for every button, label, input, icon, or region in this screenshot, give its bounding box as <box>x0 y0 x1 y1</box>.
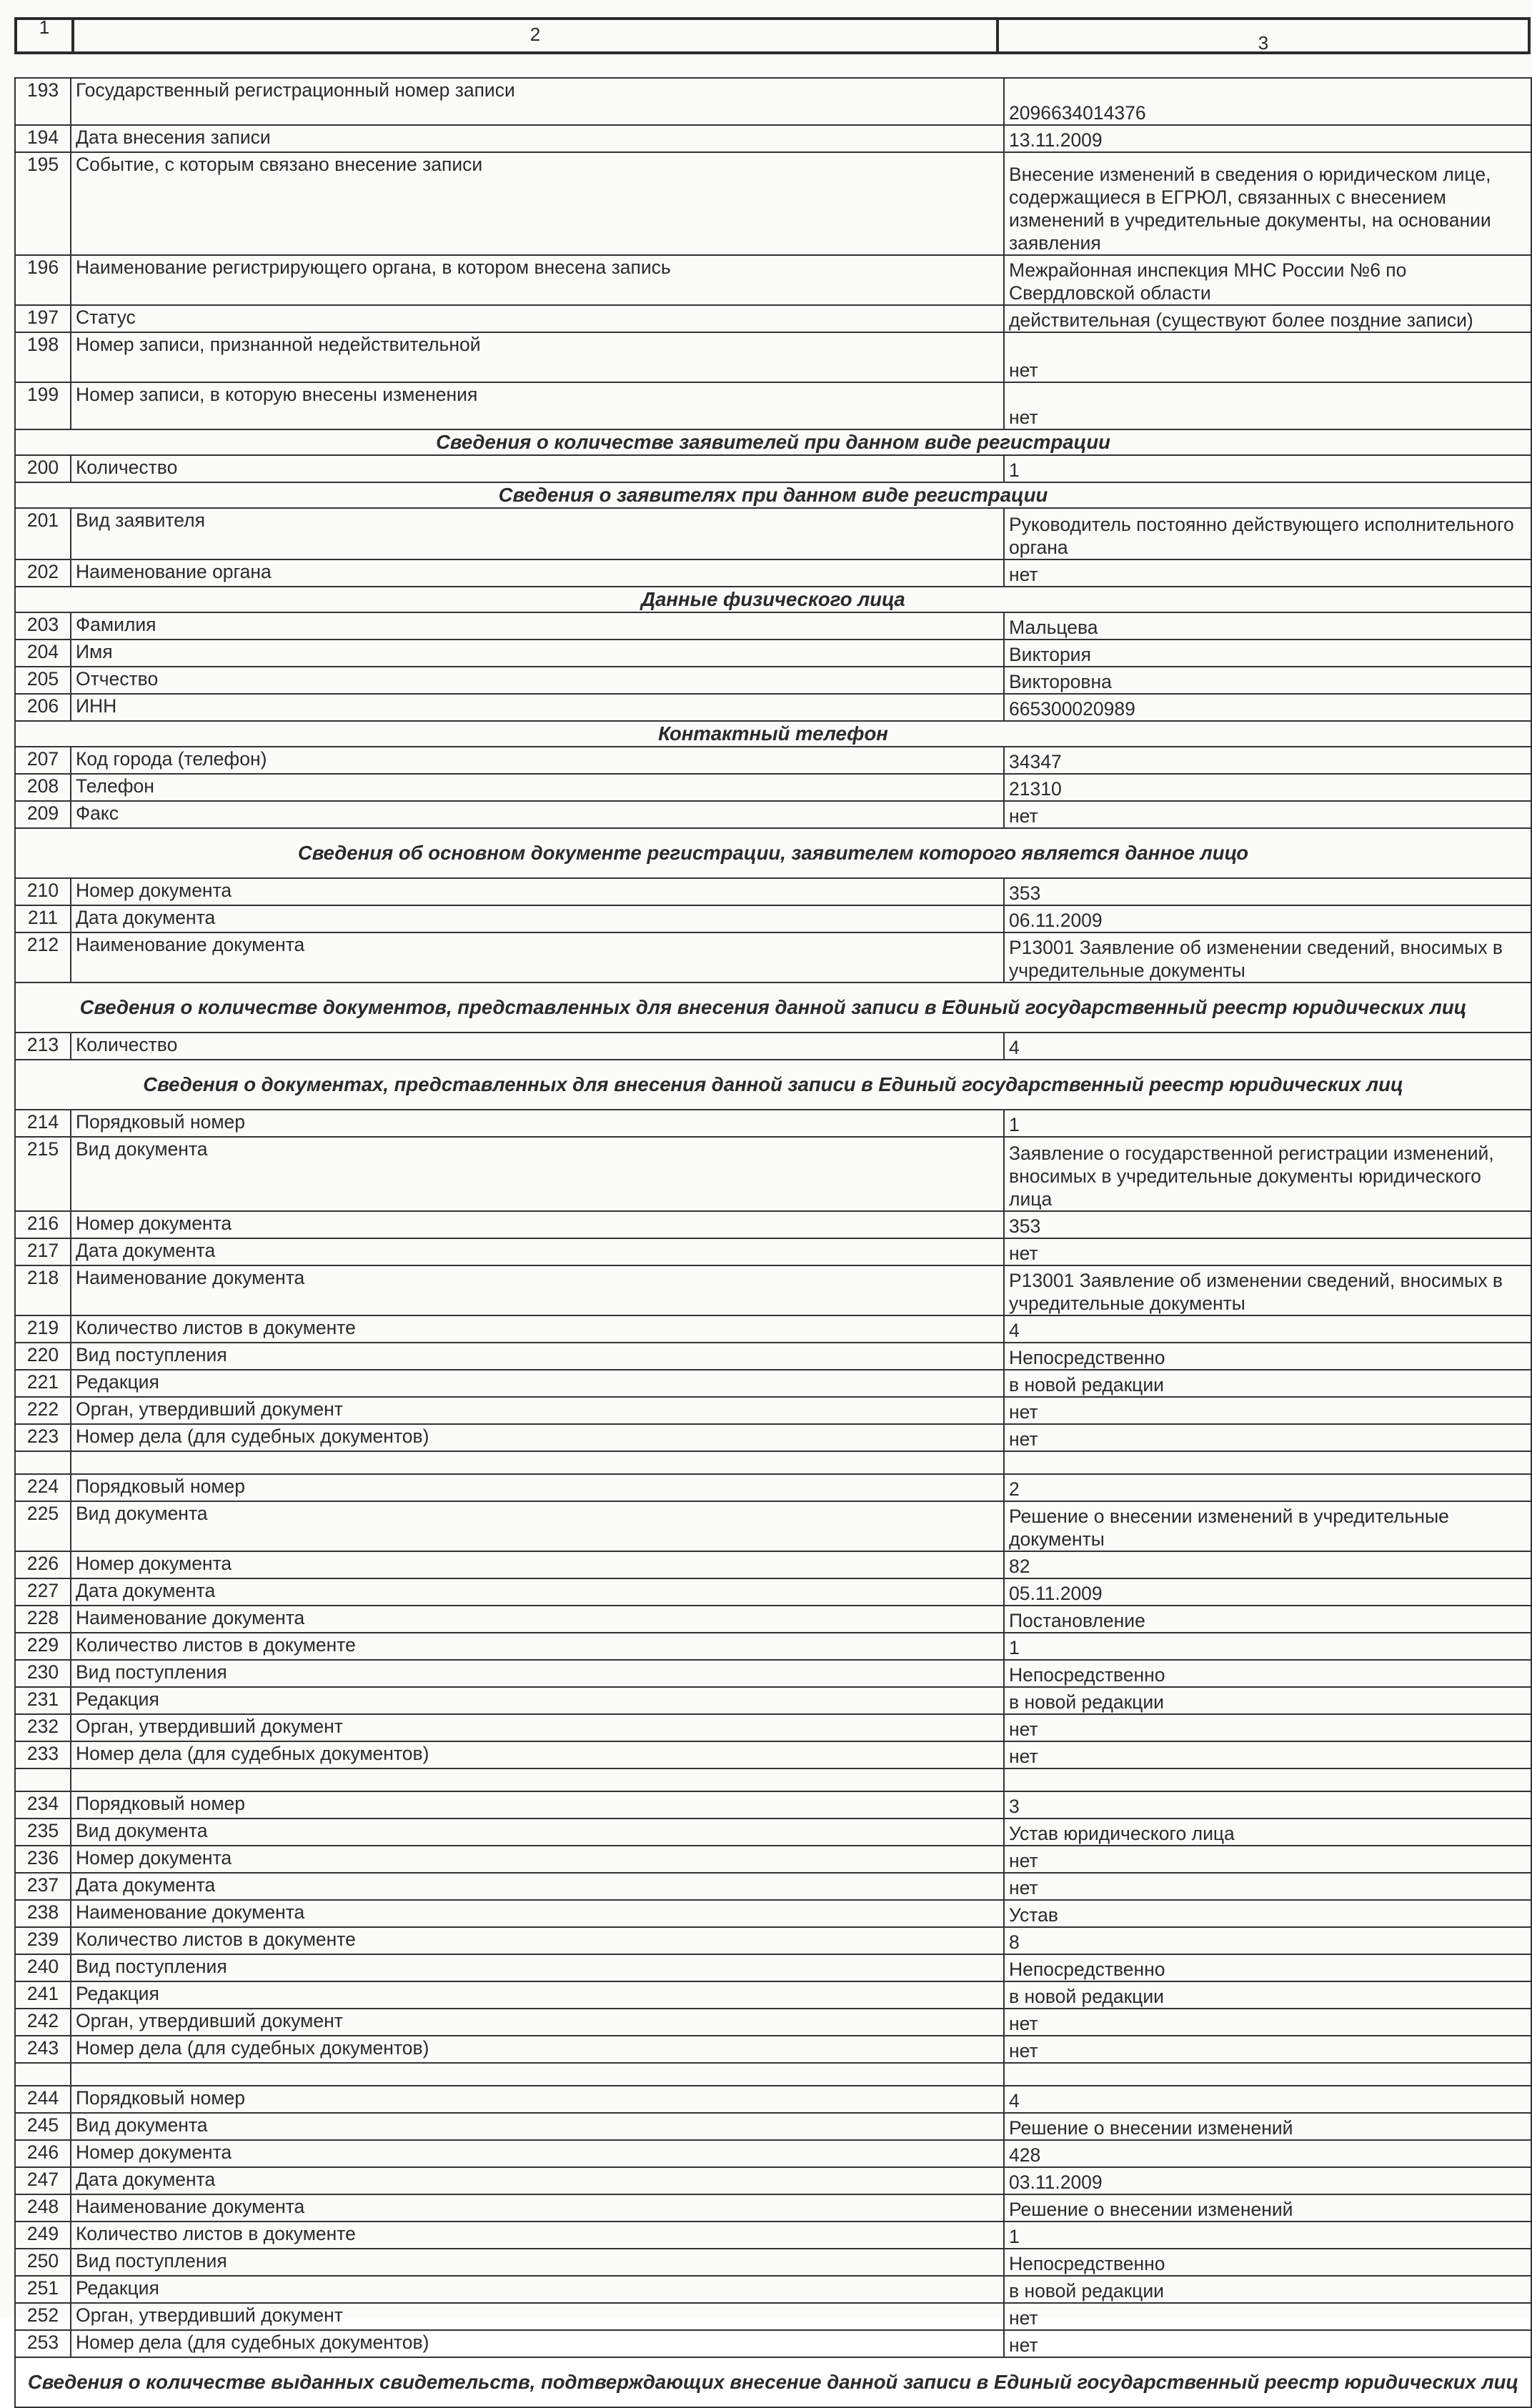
row-number: 241 <box>15 1981 71 2009</box>
blank-cell <box>15 1768 71 1791</box>
field-label: Номер дела (для судебных документов) <box>71 2036 1004 2063</box>
table-row <box>15 774 1531 801</box>
row-number: 209 <box>15 801 71 828</box>
field-value: 82 <box>1004 1551 1531 1578</box>
blank-cell <box>1004 2063 1531 2086</box>
table-row <box>15 255 1531 305</box>
row-number: 247 <box>15 2167 71 2194</box>
field-value: нет <box>1004 1238 1531 1265</box>
table-row <box>15 2140 1531 2167</box>
table-row <box>15 1741 1531 1768</box>
blank-cell <box>71 1768 1004 1791</box>
row-number: 228 <box>15 1606 71 1633</box>
field-label: Количество листов в документе <box>71 1315 1004 1343</box>
table-row <box>15 1474 1531 1501</box>
field-label: Наименование документа <box>71 1606 1004 1633</box>
table-row <box>15 747 1531 774</box>
field-label: Количество листов в документе <box>71 1927 1004 1954</box>
section-heading-row <box>15 721 1531 747</box>
section-heading-row <box>15 2357 1531 2407</box>
field-value: 3 <box>1004 1791 1531 1819</box>
field-value: 353 <box>1004 878 1531 905</box>
section-heading: Сведения о документах, представленных для внесения данной записи в Единый государственный реестр юридических лиц <box>15 1060 1531 1110</box>
row-number: 252 <box>15 2303 71 2330</box>
section-heading: Контактный телефон <box>15 721 1531 747</box>
field-label: Номер документа <box>71 1211 1004 1238</box>
section-heading: Данные физического лица <box>15 587 1531 612</box>
row-number: 198 <box>15 332 71 382</box>
field-value: нет <box>1004 1714 1531 1741</box>
field-value: нет <box>1004 1873 1531 1900</box>
field-label: Дата документа <box>71 1578 1004 1606</box>
field-value: 1 <box>1004 1110 1531 1137</box>
table-row <box>15 2113 1531 2140</box>
table-row <box>15 878 1531 905</box>
row-number: 210 <box>15 878 71 905</box>
field-value: 13.11.2009 <box>1004 125 1531 152</box>
row-number: 208 <box>15 774 71 801</box>
table-row <box>15 2303 1531 2330</box>
field-label: Орган, утвердивший документ <box>71 2303 1004 2330</box>
field-label: Вид документа <box>71 1137 1004 1211</box>
row-number: 223 <box>15 1424 71 1451</box>
field-value: в новой редакции <box>1004 1687 1531 1714</box>
row-number: 200 <box>15 455 71 482</box>
table-row <box>15 1954 1531 1981</box>
row-number: 196 <box>15 255 71 305</box>
row-number: 225 <box>15 1501 71 1551</box>
row-number: 215 <box>15 1137 71 1211</box>
row-number: 238 <box>15 1900 71 1927</box>
field-label: Редакция <box>71 2276 1004 2303</box>
field-label: Фамилия <box>71 612 1004 640</box>
table-row <box>15 612 1531 640</box>
column-header-2: 2 <box>74 20 999 51</box>
field-value: Решение о внесении изменений в учредительные документы <box>1004 1501 1531 1551</box>
row-number: 253 <box>15 2330 71 2357</box>
row-number: 220 <box>15 1343 71 1370</box>
table-row <box>15 382 1531 429</box>
field-value: нет <box>1004 801 1531 828</box>
row-number: 197 <box>15 305 71 332</box>
field-value: Непосредственно <box>1004 1343 1531 1370</box>
table-row <box>15 1397 1531 1424</box>
table-row <box>15 1687 1531 1714</box>
field-label: Имя <box>71 640 1004 667</box>
field-label: Вид поступления <box>71 1954 1004 1981</box>
field-label: Телефон <box>71 774 1004 801</box>
field-value: Устав юридического лица <box>1004 1819 1531 1846</box>
table-row <box>15 2009 1531 2036</box>
row-number: 219 <box>15 1315 71 1343</box>
row-number: 242 <box>15 2009 71 2036</box>
row-number: 195 <box>15 152 71 255</box>
table-row <box>15 1660 1531 1687</box>
row-number: 207 <box>15 747 71 774</box>
row-number: 222 <box>15 1397 71 1424</box>
table-row <box>15 152 1531 255</box>
table-row <box>15 1819 1531 1846</box>
field-label: Государственный регистрационный номер записи <box>71 78 1004 125</box>
field-label: Отчество <box>71 667 1004 694</box>
field-label: Номер дела (для судебных документов) <box>71 1424 1004 1451</box>
field-label: Орган, утвердивший документ <box>71 1397 1004 1424</box>
blank-separator-row <box>15 2063 1531 2086</box>
registry-table-body <box>15 78 1531 2407</box>
field-label: Орган, утвердивший документ <box>71 1714 1004 1741</box>
table-row <box>15 332 1531 382</box>
registry-record-table <box>14 77 1532 2408</box>
field-label: Статус <box>71 305 1004 332</box>
blank-cell <box>71 2063 1004 2086</box>
field-value: 4 <box>1004 1033 1531 1060</box>
field-value: Непосредственно <box>1004 1660 1531 1687</box>
table-row <box>15 1846 1531 1873</box>
table-row <box>15 78 1531 125</box>
row-number: 204 <box>15 640 71 667</box>
table-row <box>15 1265 1531 1315</box>
blank-cell <box>15 2063 71 2086</box>
field-value: Виктория <box>1004 640 1531 667</box>
field-label: Дата документа <box>71 2167 1004 2194</box>
section-heading-row <box>15 482 1531 508</box>
table-row <box>15 2249 1531 2276</box>
table-row <box>15 1370 1531 1397</box>
row-number: 245 <box>15 2113 71 2140</box>
field-value: 353 <box>1004 1211 1531 1238</box>
field-label: Вид документа <box>71 2113 1004 2140</box>
table-row <box>15 932 1531 982</box>
blank-cell <box>15 1451 71 1474</box>
row-number: 212 <box>15 932 71 982</box>
field-value: 06.11.2009 <box>1004 905 1531 932</box>
table-row <box>15 1578 1531 1606</box>
row-number: 234 <box>15 1791 71 1819</box>
field-label: Дата документа <box>71 1873 1004 1900</box>
field-value: Внесение изменений в сведения о юридическом лице, содержащиеся в ЕГРЮЛ, связанных с внесением изменений в учредительные документы, на основании заявления <box>1004 152 1531 255</box>
field-value: 1 <box>1004 455 1531 482</box>
row-number: 237 <box>15 1873 71 1900</box>
row-number: 194 <box>15 125 71 152</box>
section-heading: Сведения о количестве выданных свидетельств, подтверждающих внесение данной записи в Единый государственный реестр юридических лиц <box>15 2357 1531 2407</box>
section-heading: Сведения о заявителях при данном виде регистрации <box>15 482 1531 508</box>
table-row <box>15 455 1531 482</box>
field-label: Порядковый номер <box>71 1110 1004 1137</box>
table-row <box>15 1501 1531 1551</box>
table-row <box>15 667 1531 694</box>
field-value: в новой редакции <box>1004 2276 1531 2303</box>
row-number: 216 <box>15 1211 71 1238</box>
blank-cell <box>71 1451 1004 1474</box>
field-value: нет <box>1004 1397 1531 1424</box>
row-number: 218 <box>15 1265 71 1315</box>
field-label: Дата документа <box>71 905 1004 932</box>
table-row <box>15 1110 1531 1137</box>
row-number: 229 <box>15 1633 71 1660</box>
field-value: нет <box>1004 559 1531 587</box>
row-number: 211 <box>15 905 71 932</box>
row-number: 232 <box>15 1714 71 1741</box>
table-row <box>15 1238 1531 1265</box>
field-label: Вид поступления <box>71 1660 1004 1687</box>
field-value: нет <box>1004 2036 1531 2063</box>
field-value: нет <box>1004 2009 1531 2036</box>
row-number: 250 <box>15 2249 71 2276</box>
row-number: 243 <box>15 2036 71 2063</box>
table-row <box>15 1211 1531 1238</box>
row-number: 231 <box>15 1687 71 1714</box>
field-value: 1 <box>1004 1633 1531 1660</box>
field-label: Событие, с которым связано внесение записи <box>71 152 1004 255</box>
field-value: 665300020989 <box>1004 694 1531 721</box>
row-number: 201 <box>15 508 71 559</box>
row-number: 224 <box>15 1474 71 1501</box>
field-label: Дата документа <box>71 1238 1004 1265</box>
field-value: Руководитель постоянно действующего исполнительного органа <box>1004 508 1531 559</box>
table-row <box>15 305 1531 332</box>
row-number: 221 <box>15 1370 71 1397</box>
field-value: Викторовна <box>1004 667 1531 694</box>
row-number: 233 <box>15 1741 71 1768</box>
table-row <box>15 1033 1531 1060</box>
field-value: нет <box>1004 1846 1531 1873</box>
field-label: Номер записи, в которую внесены изменения <box>71 382 1004 429</box>
field-value: 2 <box>1004 1474 1531 1501</box>
field-label: Порядковый номер <box>71 1474 1004 1501</box>
table-row <box>15 1551 1531 1578</box>
row-number: 239 <box>15 1927 71 1954</box>
field-label: Дата внесения записи <box>71 125 1004 152</box>
section-heading: Сведения об основном документе регистрации, заявителем которого является данное лицо <box>15 828 1531 878</box>
table-row <box>15 2086 1531 2113</box>
field-value: 4 <box>1004 1315 1531 1343</box>
row-number: 236 <box>15 1846 71 1873</box>
field-label: Номер записи, признанной недействительной <box>71 332 1004 382</box>
field-value: Межрайонная инспекция МНС России №6 по Свердловской области <box>1004 255 1531 305</box>
field-value: 34347 <box>1004 747 1531 774</box>
field-label: Количество листов в документе <box>71 2222 1004 2249</box>
row-number: 217 <box>15 1238 71 1265</box>
table-row <box>15 1424 1531 1451</box>
table-row <box>15 125 1531 152</box>
field-value: Р13001 Заявление об изменении сведений, вносимых в учредительные документы <box>1004 932 1531 982</box>
blank-cell <box>1004 1768 1531 1791</box>
row-number: 244 <box>15 2086 71 2113</box>
section-heading-row <box>15 587 1531 612</box>
field-value: 428 <box>1004 2140 1531 2167</box>
table-row <box>15 508 1531 559</box>
row-number: 249 <box>15 2222 71 2249</box>
table-row <box>15 2276 1531 2303</box>
row-number: 248 <box>15 2194 71 2222</box>
field-value: нет <box>1004 2303 1531 2330</box>
table-row <box>15 1606 1531 1633</box>
table-row <box>15 1791 1531 1819</box>
field-label: Редакция <box>71 1981 1004 2009</box>
field-value: в новой редакции <box>1004 1370 1531 1397</box>
table-row <box>15 801 1531 828</box>
table-row <box>15 1873 1531 1900</box>
section-heading: Сведения о количестве документов, представленных для внесения данной записи в Единый государственный реестр юридических лиц <box>15 982 1531 1033</box>
field-label: Вид поступления <box>71 1343 1004 1370</box>
table-row <box>15 1137 1531 1211</box>
section-heading-row <box>15 828 1531 878</box>
field-value: Р13001 Заявление об изменении сведений, вносимых в учредительные документы <box>1004 1265 1531 1315</box>
field-label: Наименование органа <box>71 559 1004 587</box>
row-number: 202 <box>15 559 71 587</box>
row-number: 206 <box>15 694 71 721</box>
field-value: нет <box>1004 382 1531 429</box>
field-value: Непосредственно <box>1004 1954 1531 1981</box>
field-value: Заявление о государственной регистрации изменений, вносимых в учредительные документы юридического лица <box>1004 1137 1531 1211</box>
field-label: Наименование документа <box>71 1900 1004 1927</box>
field-value: в новой редакции <box>1004 1981 1531 2009</box>
column-number-header <box>14 17 1531 54</box>
field-label: Наименование документа <box>71 1265 1004 1315</box>
field-value: нет <box>1004 332 1531 382</box>
field-label: Редакция <box>71 1687 1004 1714</box>
table-row <box>15 1343 1531 1370</box>
blank-separator-row <box>15 1451 1531 1474</box>
field-label: Номер документа <box>71 2140 1004 2167</box>
field-label: Факс <box>71 801 1004 828</box>
field-label: Вид документа <box>71 1819 1004 1846</box>
field-label: Наименование документа <box>71 2194 1004 2222</box>
field-value: нет <box>1004 1741 1531 1768</box>
field-value: нет <box>1004 1424 1531 1451</box>
row-number: 246 <box>15 2140 71 2167</box>
table-row <box>15 1315 1531 1343</box>
field-value: 2096634014376 <box>1004 78 1531 125</box>
section-heading-row <box>15 429 1531 455</box>
field-value: Решение о внесении изменений <box>1004 2194 1531 2222</box>
row-number: 203 <box>15 612 71 640</box>
field-value: действительная (существуют более поздние записи) <box>1004 305 1531 332</box>
field-label: Наименование регистрирующего органа, в котором внесена запись <box>71 255 1004 305</box>
field-label: Номер дела (для судебных документов) <box>71 1741 1004 1768</box>
field-label: Количество листов в документе <box>71 1633 1004 1660</box>
field-label: Номер документа <box>71 1551 1004 1578</box>
field-value: Непосредственно <box>1004 2249 1531 2276</box>
field-label: Код города (телефон) <box>71 747 1004 774</box>
row-number: 193 <box>15 78 71 125</box>
blank-cell <box>1004 1451 1531 1474</box>
field-value: Устав <box>1004 1900 1531 1927</box>
row-number: 227 <box>15 1578 71 1606</box>
row-number: 205 <box>15 667 71 694</box>
field-label: Порядковый номер <box>71 2086 1004 2113</box>
field-label: Номер документа <box>71 1846 1004 1873</box>
table-row <box>15 905 1531 932</box>
table-row <box>15 1900 1531 1927</box>
field-label: Порядковый номер <box>71 1791 1004 1819</box>
field-label: Вид поступления <box>71 2249 1004 2276</box>
field-label: Вид заявителя <box>71 508 1004 559</box>
table-row <box>15 694 1531 721</box>
row-number: 199 <box>15 382 71 429</box>
table-row <box>15 640 1531 667</box>
row-number: 251 <box>15 2276 71 2303</box>
column-header-3: 3 <box>1258 32 1269 54</box>
field-value: Мальцева <box>1004 612 1531 640</box>
section-heading-row <box>15 982 1531 1033</box>
field-label: Количество <box>71 455 1004 482</box>
field-label: Вид документа <box>71 1501 1004 1551</box>
field-value: 03.11.2009 <box>1004 2167 1531 2194</box>
field-value: нет <box>1004 2330 1531 2357</box>
field-label: Номер документа <box>71 878 1004 905</box>
row-number: 226 <box>15 1551 71 1578</box>
table-row <box>15 1633 1531 1660</box>
table-row <box>15 2167 1531 2194</box>
table-row <box>15 2222 1531 2249</box>
table-row <box>15 1981 1531 2009</box>
field-value: 05.11.2009 <box>1004 1578 1531 1606</box>
field-label: Номер дела (для судебных документов) <box>71 2330 1004 2357</box>
field-value: 8 <box>1004 1927 1531 1954</box>
table-row <box>15 1927 1531 1954</box>
table-row <box>15 2330 1531 2357</box>
table-row <box>15 559 1531 587</box>
field-value: Решение о внесении изменений <box>1004 2113 1531 2140</box>
field-value: Постановление <box>1004 1606 1531 1633</box>
row-number: 213 <box>15 1033 71 1060</box>
row-number: 230 <box>15 1660 71 1687</box>
table-row <box>15 1714 1531 1741</box>
row-number: 235 <box>15 1819 71 1846</box>
table-row <box>15 2194 1531 2222</box>
column-header-1: 1 <box>17 20 74 51</box>
field-value: 1 <box>1004 2222 1531 2249</box>
blank-separator-row <box>15 1768 1531 1791</box>
field-label: Количество <box>71 1033 1004 1060</box>
section-heading: Сведения о количестве заявителей при данном виде регистрации <box>15 429 1531 455</box>
field-label: Редакция <box>71 1370 1004 1397</box>
field-value: 21310 <box>1004 774 1531 801</box>
section-heading-row <box>15 1060 1531 1110</box>
table-row <box>15 2036 1531 2063</box>
field-label: Наименование документа <box>71 932 1004 982</box>
row-number: 214 <box>15 1110 71 1137</box>
row-number: 240 <box>15 1954 71 1981</box>
field-value: 4 <box>1004 2086 1531 2113</box>
field-label: Орган, утвердивший документ <box>71 2009 1004 2036</box>
field-label: ИНН <box>71 694 1004 721</box>
